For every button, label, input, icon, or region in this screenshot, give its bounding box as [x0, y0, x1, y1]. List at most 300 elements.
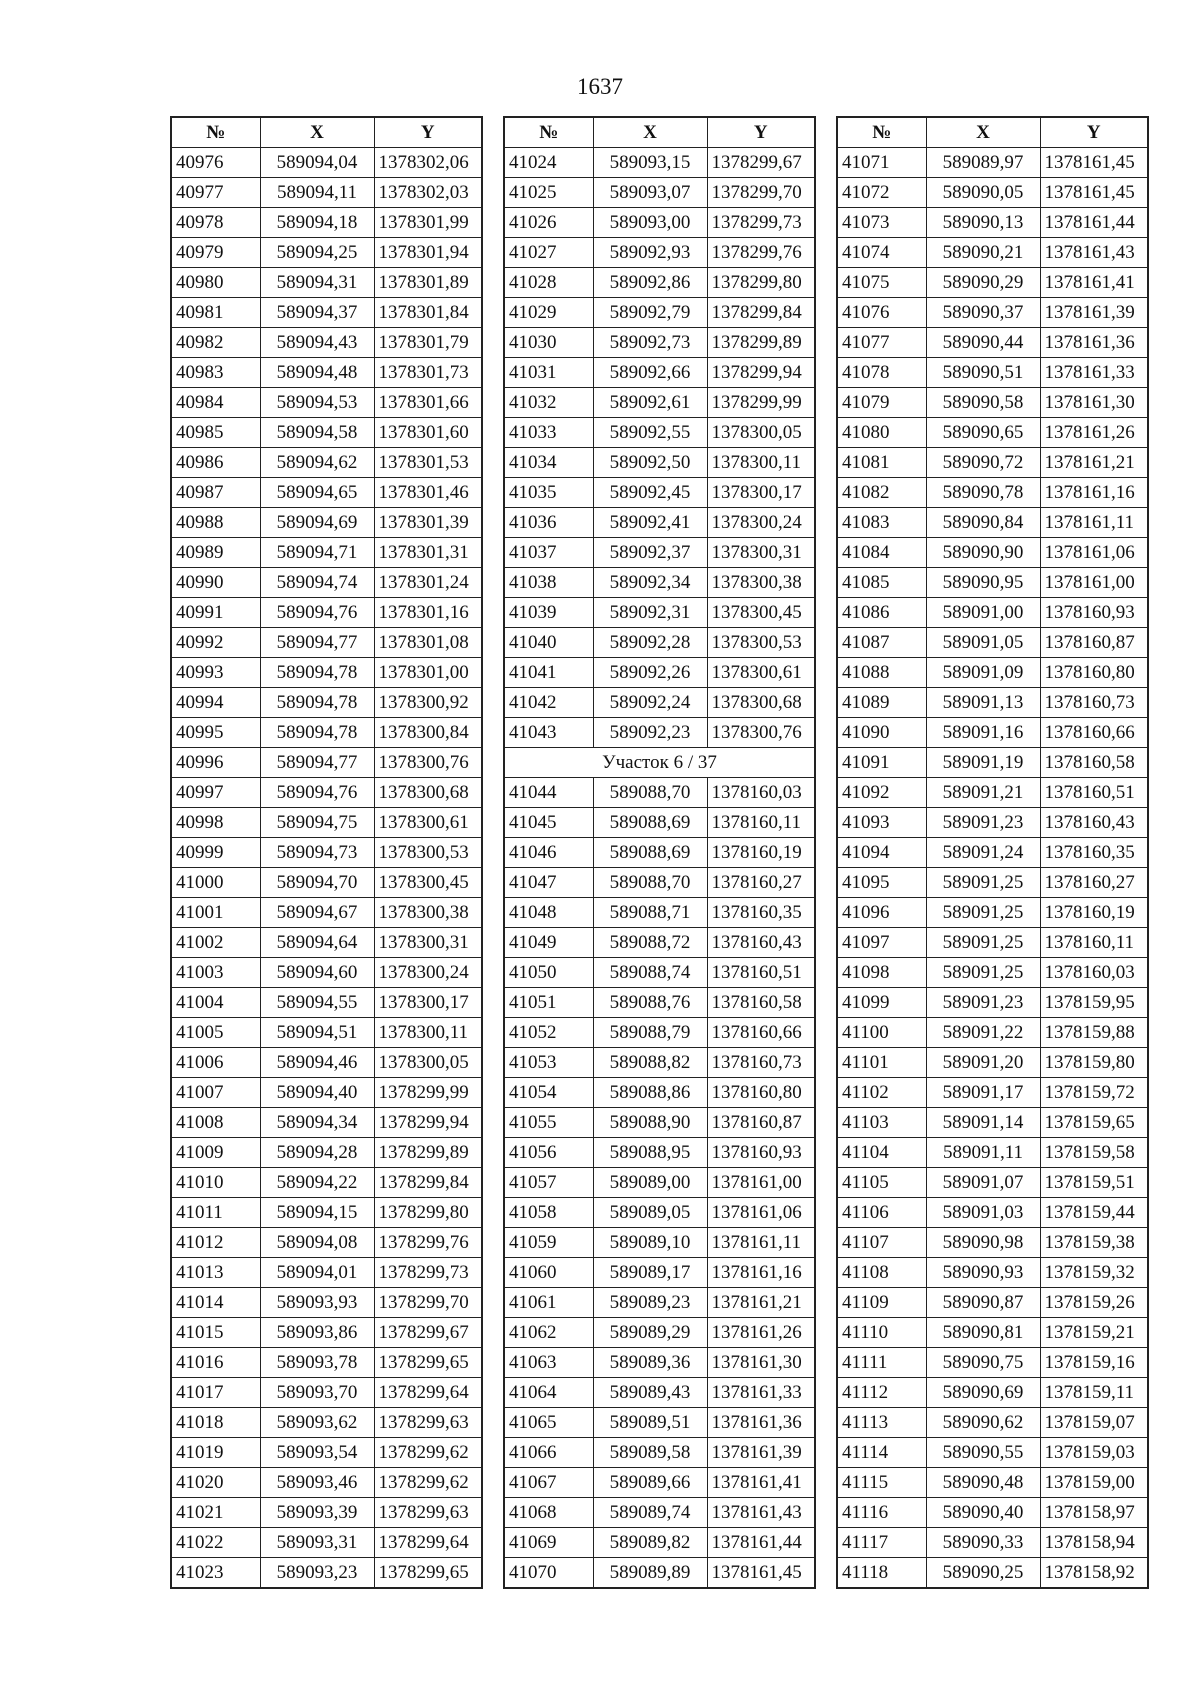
point-number-cell: 41109 — [837, 1288, 926, 1318]
point-number-cell: 41053 — [504, 1048, 593, 1078]
y-coordinate-cell: 1378160,80 — [1040, 658, 1148, 688]
x-coordinate-cell: 589092,79 — [593, 298, 707, 328]
y-coordinate-cell: 1378159,51 — [1040, 1168, 1148, 1198]
y-coordinate-cell: 1378161,43 — [707, 1498, 815, 1528]
table-row — [504, 1048, 815, 1078]
point-number-cell: 41041 — [504, 658, 593, 688]
table-row — [837, 688, 1148, 718]
x-coordinate-cell: 589092,31 — [593, 598, 707, 628]
table-row — [171, 1528, 482, 1558]
table-row — [171, 898, 482, 928]
y-coordinate-cell: 1378160,73 — [707, 1048, 815, 1078]
x-coordinate-cell: 589094,51 — [260, 1018, 374, 1048]
y-coordinate-cell: 1378299,99 — [374, 1078, 482, 1108]
y-coordinate-cell: 1378301,31 — [374, 538, 482, 568]
x-coordinate-cell: 589089,58 — [593, 1438, 707, 1468]
point-number-cell: 41073 — [837, 208, 926, 238]
y-coordinate-cell: 1378300,53 — [707, 628, 815, 658]
y-coordinate-cell: 1378160,03 — [707, 778, 815, 808]
x-coordinate-cell: 589089,51 — [593, 1408, 707, 1438]
header-y: Y — [1040, 117, 1148, 148]
y-coordinate-cell: 1378301,39 — [374, 508, 482, 538]
y-coordinate-cell: 1378159,07 — [1040, 1408, 1148, 1438]
table-row — [504, 958, 815, 988]
x-coordinate-cell: 589094,18 — [260, 208, 374, 238]
x-coordinate-cell: 589090,93 — [926, 1258, 1040, 1288]
point-number-cell: 41079 — [837, 388, 926, 418]
y-coordinate-cell: 1378160,19 — [707, 838, 815, 868]
y-coordinate-cell: 1378159,26 — [1040, 1288, 1148, 1318]
point-number-cell: 41004 — [171, 988, 260, 1018]
table-row — [837, 1138, 1148, 1168]
point-number-cell: 41038 — [504, 568, 593, 598]
table-row — [171, 568, 482, 598]
point-number-cell: 41018 — [171, 1408, 260, 1438]
y-coordinate-cell: 1378160,11 — [1040, 928, 1148, 958]
y-coordinate-cell: 1378159,03 — [1040, 1438, 1148, 1468]
table-header-row — [171, 117, 482, 148]
table-row — [171, 478, 482, 508]
point-number-cell: 41114 — [837, 1438, 926, 1468]
point-number-cell: 41045 — [504, 808, 593, 838]
y-coordinate-cell: 1378299,67 — [707, 148, 815, 178]
table-row — [837, 748, 1148, 778]
x-coordinate-cell: 589089,29 — [593, 1318, 707, 1348]
point-number-cell: 40978 — [171, 208, 260, 238]
table-row — [171, 358, 482, 388]
x-coordinate-cell: 589089,66 — [593, 1468, 707, 1498]
x-coordinate-cell: 589088,72 — [593, 928, 707, 958]
table-row — [171, 868, 482, 898]
x-coordinate-cell: 589092,28 — [593, 628, 707, 658]
x-coordinate-cell: 589094,73 — [260, 838, 374, 868]
table-row — [504, 838, 815, 868]
point-number-cell: 41039 — [504, 598, 593, 628]
point-number-cell: 40995 — [171, 718, 260, 748]
y-coordinate-cell: 1378300,31 — [707, 538, 815, 568]
point-number-cell: 41058 — [504, 1198, 593, 1228]
table-row — [504, 298, 815, 328]
page-number: 1637 — [577, 74, 623, 99]
point-number-cell: 41014 — [171, 1288, 260, 1318]
table-row — [504, 1198, 815, 1228]
point-number-cell: 41052 — [504, 1018, 593, 1048]
x-coordinate-cell: 589094,01 — [260, 1258, 374, 1288]
x-coordinate-cell: 589088,90 — [593, 1108, 707, 1138]
table-row — [171, 1438, 482, 1468]
y-coordinate-cell: 1378300,76 — [707, 718, 815, 748]
point-number-cell: 41013 — [171, 1258, 260, 1288]
table-row — [837, 478, 1148, 508]
point-number-cell: 41118 — [837, 1558, 926, 1589]
point-number-cell: 41087 — [837, 628, 926, 658]
point-number-cell: 40977 — [171, 178, 260, 208]
point-number-cell: 41072 — [837, 178, 926, 208]
x-coordinate-cell: 589090,81 — [926, 1318, 1040, 1348]
y-coordinate-cell: 1378160,27 — [1040, 868, 1148, 898]
x-coordinate-cell: 589092,61 — [593, 388, 707, 418]
y-coordinate-cell: 1378161,11 — [707, 1228, 815, 1258]
table-row — [171, 1168, 482, 1198]
point-number-cell: 41078 — [837, 358, 926, 388]
table-header-row — [837, 117, 1148, 148]
table-row — [171, 268, 482, 298]
y-coordinate-cell: 1378159,88 — [1040, 1018, 1148, 1048]
y-coordinate-cell: 1378301,66 — [374, 388, 482, 418]
table-row — [837, 868, 1148, 898]
y-coordinate-cell: 1378299,94 — [707, 358, 815, 388]
table-row — [171, 988, 482, 1018]
x-coordinate-cell: 589094,34 — [260, 1108, 374, 1138]
x-coordinate-cell: 589091,25 — [926, 958, 1040, 988]
x-coordinate-cell: 589094,15 — [260, 1198, 374, 1228]
y-coordinate-cell: 1378299,63 — [374, 1498, 482, 1528]
x-coordinate-cell: 589094,25 — [260, 238, 374, 268]
table-row — [504, 148, 815, 178]
x-coordinate-cell: 589091,07 — [926, 1168, 1040, 1198]
table-row — [171, 1108, 482, 1138]
y-coordinate-cell: 1378301,94 — [374, 238, 482, 268]
table-row — [171, 448, 482, 478]
y-coordinate-cell: 1378301,16 — [374, 598, 482, 628]
x-coordinate-cell: 589090,21 — [926, 238, 1040, 268]
table-row — [837, 1438, 1148, 1468]
table-row — [171, 658, 482, 688]
table-row — [504, 1528, 815, 1558]
header-y: Y — [374, 117, 482, 148]
y-coordinate-cell: 1378160,35 — [1040, 838, 1148, 868]
point-number-cell: 41105 — [837, 1168, 926, 1198]
table-row — [171, 1288, 482, 1318]
point-number-cell: 41020 — [171, 1468, 260, 1498]
table-row — [837, 1078, 1148, 1108]
point-number-cell: 41065 — [504, 1408, 593, 1438]
table-row — [837, 238, 1148, 268]
table-row — [171, 1408, 482, 1438]
point-number-cell: 41095 — [837, 868, 926, 898]
point-number-cell: 41110 — [837, 1318, 926, 1348]
table-row — [504, 1318, 815, 1348]
table-row — [504, 1408, 815, 1438]
x-coordinate-cell: 589094,58 — [260, 418, 374, 448]
x-coordinate-cell: 589094,43 — [260, 328, 374, 358]
point-number-cell: 40998 — [171, 808, 260, 838]
table-row — [504, 808, 815, 838]
point-number-cell: 41113 — [837, 1408, 926, 1438]
y-coordinate-cell: 1378301,89 — [374, 268, 482, 298]
y-coordinate-cell: 1378299,64 — [374, 1378, 482, 1408]
y-coordinate-cell: 1378301,24 — [374, 568, 482, 598]
table-row — [171, 178, 482, 208]
point-number-cell: 41046 — [504, 838, 593, 868]
x-coordinate-cell: 589090,33 — [926, 1528, 1040, 1558]
table-row — [504, 238, 815, 268]
y-coordinate-cell: 1378300,11 — [374, 1018, 482, 1048]
table-row — [837, 568, 1148, 598]
y-coordinate-cell: 1378160,93 — [707, 1138, 815, 1168]
header-number: № — [837, 117, 926, 148]
point-number-cell: 40990 — [171, 568, 260, 598]
y-coordinate-cell: 1378301,73 — [374, 358, 482, 388]
point-number-cell: 41008 — [171, 1108, 260, 1138]
x-coordinate-cell: 589094,48 — [260, 358, 374, 388]
x-coordinate-cell: 589088,95 — [593, 1138, 707, 1168]
point-number-cell: 41116 — [837, 1498, 926, 1528]
point-number-cell: 41019 — [171, 1438, 260, 1468]
point-number-cell: 41057 — [504, 1168, 593, 1198]
x-coordinate-cell: 589094,55 — [260, 988, 374, 1018]
y-coordinate-cell: 1378301,84 — [374, 298, 482, 328]
point-number-cell: 40988 — [171, 508, 260, 538]
y-coordinate-cell: 1378299,76 — [707, 238, 815, 268]
x-coordinate-cell: 589090,55 — [926, 1438, 1040, 1468]
y-coordinate-cell: 1378159,00 — [1040, 1468, 1148, 1498]
y-coordinate-cell: 1378301,53 — [374, 448, 482, 478]
y-coordinate-cell: 1378159,58 — [1040, 1138, 1148, 1168]
table-row — [171, 388, 482, 418]
header-x: X — [926, 117, 1040, 148]
table-row — [837, 1408, 1148, 1438]
y-coordinate-cell: 1378300,76 — [374, 748, 482, 778]
y-coordinate-cell: 1378301,00 — [374, 658, 482, 688]
table-row — [837, 1288, 1148, 1318]
table-row — [171, 958, 482, 988]
x-coordinate-cell: 589090,51 — [926, 358, 1040, 388]
y-coordinate-cell: 1378159,32 — [1040, 1258, 1148, 1288]
point-number-cell: 40986 — [171, 448, 260, 478]
table-row — [837, 1198, 1148, 1228]
point-number-cell: 40996 — [171, 748, 260, 778]
point-number-cell: 41098 — [837, 958, 926, 988]
table-row — [837, 298, 1148, 328]
point-number-cell: 41050 — [504, 958, 593, 988]
y-coordinate-cell: 1378299,63 — [374, 1408, 482, 1438]
point-number-cell: 41093 — [837, 808, 926, 838]
point-number-cell: 41064 — [504, 1378, 593, 1408]
table-row — [504, 388, 815, 418]
y-coordinate-cell: 1378161,36 — [1040, 328, 1148, 358]
point-number-cell: 40992 — [171, 628, 260, 658]
point-number-cell: 41017 — [171, 1378, 260, 1408]
y-coordinate-cell: 1378159,44 — [1040, 1198, 1148, 1228]
x-coordinate-cell: 589094,74 — [260, 568, 374, 598]
y-coordinate-cell: 1378161,36 — [707, 1408, 815, 1438]
point-number-cell: 41108 — [837, 1258, 926, 1288]
x-coordinate-cell: 589091,00 — [926, 598, 1040, 628]
point-number-cell: 41094 — [837, 838, 926, 868]
y-coordinate-cell: 1378299,84 — [374, 1168, 482, 1198]
table-row — [504, 778, 815, 808]
table-row — [504, 268, 815, 298]
y-coordinate-cell: 1378299,99 — [707, 388, 815, 418]
table-row — [171, 928, 482, 958]
point-number-cell: 40983 — [171, 358, 260, 388]
point-number-cell: 41000 — [171, 868, 260, 898]
y-coordinate-cell: 1378160,27 — [707, 868, 815, 898]
x-coordinate-cell: 589090,62 — [926, 1408, 1040, 1438]
table-row — [171, 148, 482, 178]
x-coordinate-cell: 589090,05 — [926, 178, 1040, 208]
coordinates-table-2 — [503, 116, 816, 1589]
table-row — [504, 628, 815, 658]
point-number-cell: 41036 — [504, 508, 593, 538]
x-coordinate-cell: 589091,17 — [926, 1078, 1040, 1108]
point-number-cell: 41043 — [504, 718, 593, 748]
y-coordinate-cell: 1378159,65 — [1040, 1108, 1148, 1138]
y-coordinate-cell: 1378300,11 — [707, 448, 815, 478]
y-coordinate-cell: 1378300,53 — [374, 838, 482, 868]
y-coordinate-cell: 1378300,17 — [707, 478, 815, 508]
y-coordinate-cell: 1378300,68 — [374, 778, 482, 808]
point-number-cell: 41042 — [504, 688, 593, 718]
x-coordinate-cell: 589090,65 — [926, 418, 1040, 448]
table-row — [171, 538, 482, 568]
x-coordinate-cell: 589089,23 — [593, 1288, 707, 1318]
point-number-cell: 41100 — [837, 1018, 926, 1048]
point-number-cell: 41026 — [504, 208, 593, 238]
y-coordinate-cell: 1378301,08 — [374, 628, 482, 658]
table-row — [837, 658, 1148, 688]
x-coordinate-cell: 589090,29 — [926, 268, 1040, 298]
table-row — [837, 1558, 1148, 1589]
table-row — [837, 1528, 1148, 1558]
y-coordinate-cell: 1378161,16 — [1040, 478, 1148, 508]
y-coordinate-cell: 1378300,38 — [707, 568, 815, 598]
y-coordinate-cell: 1378299,73 — [707, 208, 815, 238]
y-coordinate-cell: 1378158,97 — [1040, 1498, 1148, 1528]
y-coordinate-cell: 1378160,58 — [1040, 748, 1148, 778]
x-coordinate-cell: 589092,50 — [593, 448, 707, 478]
y-coordinate-cell: 1378160,87 — [707, 1108, 815, 1138]
point-number-cell: 41047 — [504, 868, 593, 898]
y-coordinate-cell: 1378161,39 — [1040, 298, 1148, 328]
x-coordinate-cell: 589090,75 — [926, 1348, 1040, 1378]
table-row — [504, 1168, 815, 1198]
point-number-cell: 40981 — [171, 298, 260, 328]
x-coordinate-cell: 589089,82 — [593, 1528, 707, 1558]
point-number-cell: 41029 — [504, 298, 593, 328]
y-coordinate-cell: 1378299,62 — [374, 1468, 482, 1498]
table-row — [504, 1438, 815, 1468]
table-row — [504, 478, 815, 508]
y-coordinate-cell: 1378160,43 — [1040, 808, 1148, 838]
x-coordinate-cell: 589090,40 — [926, 1498, 1040, 1528]
x-coordinate-cell: 589088,82 — [593, 1048, 707, 1078]
y-coordinate-cell: 1378161,41 — [1040, 268, 1148, 298]
point-number-cell: 40979 — [171, 238, 260, 268]
table-row — [171, 298, 482, 328]
table-row — [504, 328, 815, 358]
table-row — [837, 508, 1148, 538]
table-row — [504, 1558, 815, 1589]
point-number-cell: 41107 — [837, 1228, 926, 1258]
table-row — [171, 1198, 482, 1228]
x-coordinate-cell: 589094,77 — [260, 628, 374, 658]
point-number-cell: 41075 — [837, 268, 926, 298]
y-coordinate-cell: 1378161,45 — [1040, 148, 1148, 178]
y-coordinate-cell: 1378160,51 — [1040, 778, 1148, 808]
x-coordinate-cell: 589091,20 — [926, 1048, 1040, 1078]
table-row — [504, 178, 815, 208]
x-coordinate-cell: 589088,69 — [593, 808, 707, 838]
point-number-cell: 41102 — [837, 1078, 926, 1108]
point-number-cell: 41024 — [504, 148, 593, 178]
table-row — [171, 1498, 482, 1528]
table-row — [504, 208, 815, 238]
header-number: № — [504, 117, 593, 148]
y-coordinate-cell: 1378300,24 — [374, 958, 482, 988]
table-row — [504, 1498, 815, 1528]
point-number-cell: 41003 — [171, 958, 260, 988]
x-coordinate-cell: 589091,09 — [926, 658, 1040, 688]
point-number-cell: 40993 — [171, 658, 260, 688]
x-coordinate-cell: 589090,98 — [926, 1228, 1040, 1258]
x-coordinate-cell: 589091,25 — [926, 928, 1040, 958]
point-number-cell: 41066 — [504, 1438, 593, 1468]
point-number-cell: 40982 — [171, 328, 260, 358]
table-row — [837, 208, 1148, 238]
x-coordinate-cell: 589089,17 — [593, 1258, 707, 1288]
x-coordinate-cell: 589094,60 — [260, 958, 374, 988]
x-coordinate-cell: 589092,26 — [593, 658, 707, 688]
y-coordinate-cell: 1378161,16 — [707, 1258, 815, 1288]
y-coordinate-cell: 1378299,80 — [707, 268, 815, 298]
y-coordinate-cell: 1378161,21 — [1040, 448, 1148, 478]
x-coordinate-cell: 589090,37 — [926, 298, 1040, 328]
y-coordinate-cell: 1378160,35 — [707, 898, 815, 928]
x-coordinate-cell: 589094,76 — [260, 598, 374, 628]
x-coordinate-cell: 589091,24 — [926, 838, 1040, 868]
y-coordinate-cell: 1378299,70 — [707, 178, 815, 208]
table-row — [504, 928, 815, 958]
table-row — [504, 898, 815, 928]
point-number-cell: 41096 — [837, 898, 926, 928]
table-body — [171, 148, 482, 1589]
x-coordinate-cell: 589094,64 — [260, 928, 374, 958]
x-coordinate-cell: 589088,79 — [593, 1018, 707, 1048]
table-row — [837, 328, 1148, 358]
point-number-cell: 41015 — [171, 1318, 260, 1348]
x-coordinate-cell: 589092,34 — [593, 568, 707, 598]
y-coordinate-cell: 1378161,41 — [707, 1468, 815, 1498]
y-coordinate-cell: 1378161,11 — [1040, 508, 1148, 538]
point-number-cell: 41031 — [504, 358, 593, 388]
point-number-cell: 40985 — [171, 418, 260, 448]
x-coordinate-cell: 589090,78 — [926, 478, 1040, 508]
point-number-cell: 40984 — [171, 388, 260, 418]
point-number-cell: 40980 — [171, 268, 260, 298]
table-row — [504, 1018, 815, 1048]
table-row — [837, 808, 1148, 838]
table-row — [837, 838, 1148, 868]
x-coordinate-cell: 589093,15 — [593, 148, 707, 178]
point-number-cell: 41062 — [504, 1318, 593, 1348]
x-coordinate-cell: 589089,10 — [593, 1228, 707, 1258]
table-row — [837, 1498, 1148, 1528]
y-coordinate-cell: 1378159,21 — [1040, 1318, 1148, 1348]
x-coordinate-cell: 589094,53 — [260, 388, 374, 418]
y-coordinate-cell: 1378301,60 — [374, 418, 482, 448]
x-coordinate-cell: 589090,72 — [926, 448, 1040, 478]
y-coordinate-cell: 1378161,26 — [1040, 418, 1148, 448]
table-row — [171, 1048, 482, 1078]
x-coordinate-cell: 589094,67 — [260, 898, 374, 928]
point-number-cell: 41002 — [171, 928, 260, 958]
point-number-cell: 41088 — [837, 658, 926, 688]
point-number-cell: 41085 — [837, 568, 926, 598]
table-row — [837, 898, 1148, 928]
y-coordinate-cell: 1378299,80 — [374, 1198, 482, 1228]
